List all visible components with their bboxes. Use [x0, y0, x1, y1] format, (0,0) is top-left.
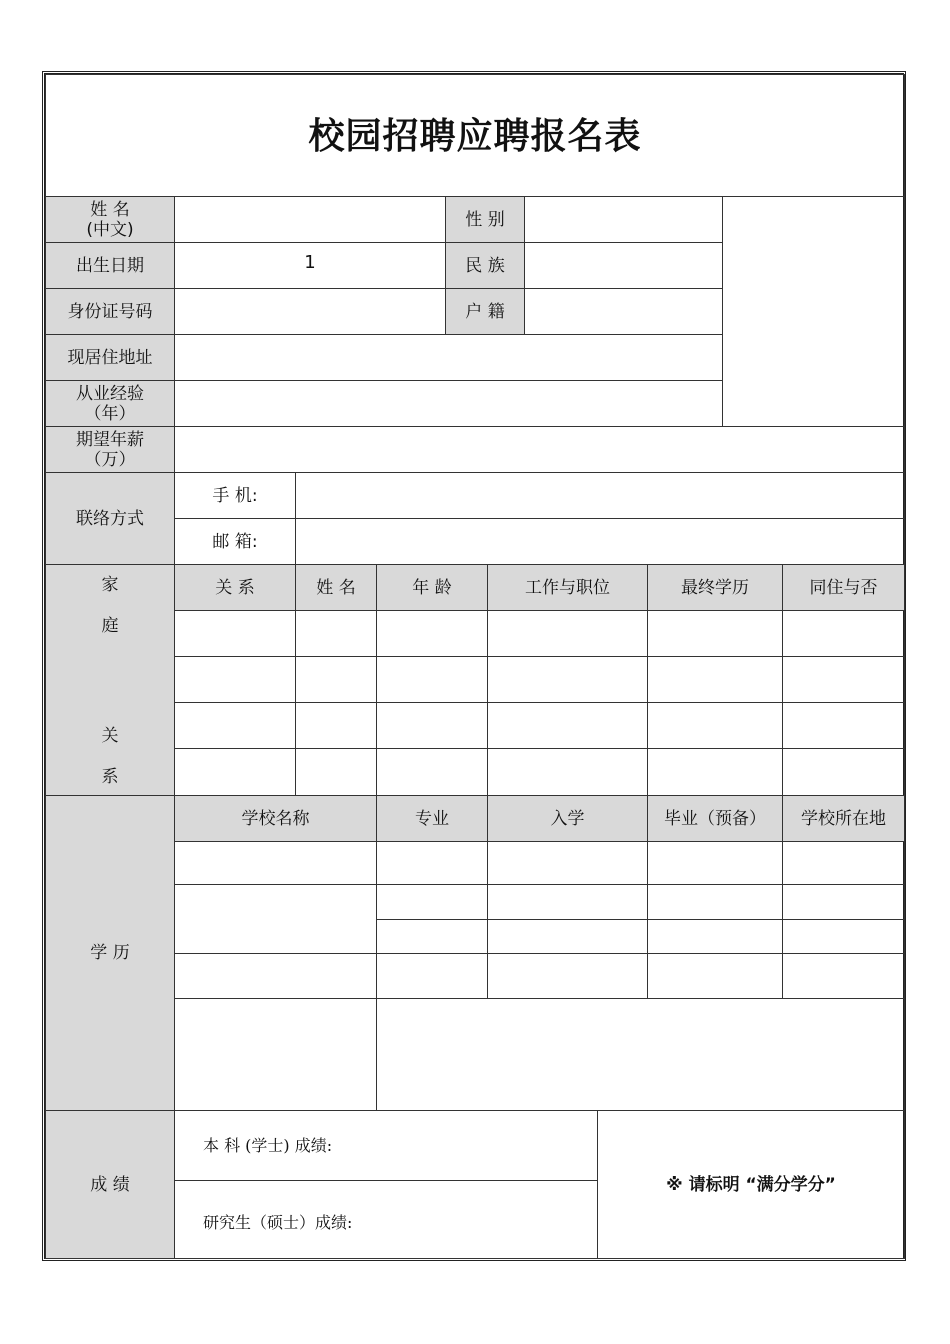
phone-field[interactable] — [295, 472, 905, 519]
phone-label: 手 机: — [174, 472, 296, 519]
family-cell[interactable] — [647, 656, 783, 703]
master-grade-field[interactable]: 研究生（硕士）成绩: — [174, 1180, 598, 1259]
education-cell[interactable] — [487, 953, 648, 999]
grades-note: ※ 请标明 “满分学分” — [597, 1110, 905, 1259]
family-cell[interactable] — [376, 656, 488, 703]
edu-header-school: 学校名称 — [174, 795, 377, 842]
salary-label: 期望年薪 （万） — [45, 426, 175, 473]
family-header-job: 工作与职位 — [487, 564, 648, 611]
name-label: 姓 名 (中文) — [45, 196, 175, 243]
family-cell[interactable] — [487, 610, 648, 657]
family-cell[interactable] — [295, 748, 377, 796]
family-header-education: 最终学历 — [647, 564, 783, 611]
bachelor-grade-field[interactable]: 本 科 (学士) 成绩: — [174, 1110, 598, 1181]
gender-label: 性 别 — [445, 196, 525, 243]
edu-header-graduate: 毕业（预备） — [647, 795, 783, 842]
education-cell[interactable] — [647, 884, 783, 920]
family-label: 家 庭 关 系 — [45, 564, 175, 796]
experience-field[interactable] — [174, 380, 723, 427]
experience-label: 从业经验 （年） — [45, 380, 175, 427]
education-cell[interactable] — [487, 919, 648, 954]
education-cell[interactable] — [647, 919, 783, 954]
edu-header-location: 学校所在地 — [782, 795, 905, 842]
family-header-relation: 关 系 — [174, 564, 296, 611]
family-cell[interactable] — [174, 656, 296, 703]
id-number-label: 身份证号码 — [45, 288, 175, 335]
family-cell[interactable] — [174, 702, 296, 749]
family-cell[interactable] — [782, 748, 905, 796]
education-cell[interactable] — [487, 884, 648, 920]
address-label: 现居住地址 — [45, 334, 175, 381]
name-field[interactable] — [174, 196, 446, 243]
family-cell[interactable] — [295, 610, 377, 657]
education-cell[interactable] — [174, 884, 377, 954]
gender-field[interactable] — [524, 196, 723, 243]
ethnicity-field[interactable] — [524, 242, 723, 289]
family-cell[interactable] — [487, 748, 648, 796]
birth-date-field[interactable]: 1 — [174, 242, 446, 289]
education-label: 学 历 — [45, 795, 175, 1111]
education-cell[interactable] — [782, 953, 905, 999]
education-cell[interactable] — [376, 919, 488, 954]
edu-header-major: 专业 — [376, 795, 488, 842]
family-cell[interactable] — [782, 610, 905, 657]
id-number-field[interactable] — [174, 288, 446, 335]
birth-date-label: 出生日期 — [45, 242, 175, 289]
family-cell[interactable] — [782, 702, 905, 749]
education-cell[interactable] — [647, 953, 783, 999]
salary-field[interactable] — [174, 426, 905, 473]
education-cell[interactable] — [782, 919, 905, 954]
education-cell[interactable] — [782, 884, 905, 920]
education-cell[interactable] — [174, 998, 377, 1111]
education-cell[interactable] — [376, 998, 905, 1111]
family-cell[interactable] — [295, 702, 377, 749]
family-cell[interactable] — [782, 656, 905, 703]
photo-box[interactable] — [722, 196, 905, 427]
education-cell[interactable] — [647, 841, 783, 885]
education-cell[interactable] — [376, 884, 488, 920]
education-cell[interactable] — [376, 841, 488, 885]
family-cell[interactable] — [174, 610, 296, 657]
family-cell[interactable] — [174, 748, 296, 796]
hukou-field[interactable] — [524, 288, 723, 335]
grades-label: 成 绩 — [45, 1110, 175, 1259]
family-header-name: 姓 名 — [295, 564, 377, 611]
family-cell[interactable] — [376, 610, 488, 657]
family-cell[interactable] — [295, 656, 377, 703]
family-cell[interactable] — [487, 702, 648, 749]
family-header-cohabit: 同住与否 — [782, 564, 905, 611]
family-cell[interactable] — [376, 702, 488, 749]
ethnicity-label: 民 族 — [445, 242, 525, 289]
family-cell[interactable] — [647, 702, 783, 749]
family-cell[interactable] — [487, 656, 648, 703]
edu-header-enroll: 入学 — [487, 795, 648, 842]
email-field[interactable] — [295, 518, 905, 565]
hukou-label: 户 籍 — [445, 288, 525, 335]
family-header-age: 年 龄 — [376, 564, 488, 611]
education-cell[interactable] — [174, 953, 377, 999]
email-label: 邮 箱: — [174, 518, 296, 565]
address-field[interactable] — [174, 334, 723, 381]
education-cell[interactable] — [782, 841, 905, 885]
education-cell[interactable] — [487, 841, 648, 885]
family-cell[interactable] — [647, 610, 783, 657]
education-cell[interactable] — [174, 841, 377, 885]
form-title: 校园招聘应聘报名表 — [45, 74, 905, 197]
family-cell[interactable] — [376, 748, 488, 796]
contact-label: 联络方式 — [45, 472, 175, 565]
family-cell[interactable] — [647, 748, 783, 796]
education-cell[interactable] — [376, 953, 488, 999]
